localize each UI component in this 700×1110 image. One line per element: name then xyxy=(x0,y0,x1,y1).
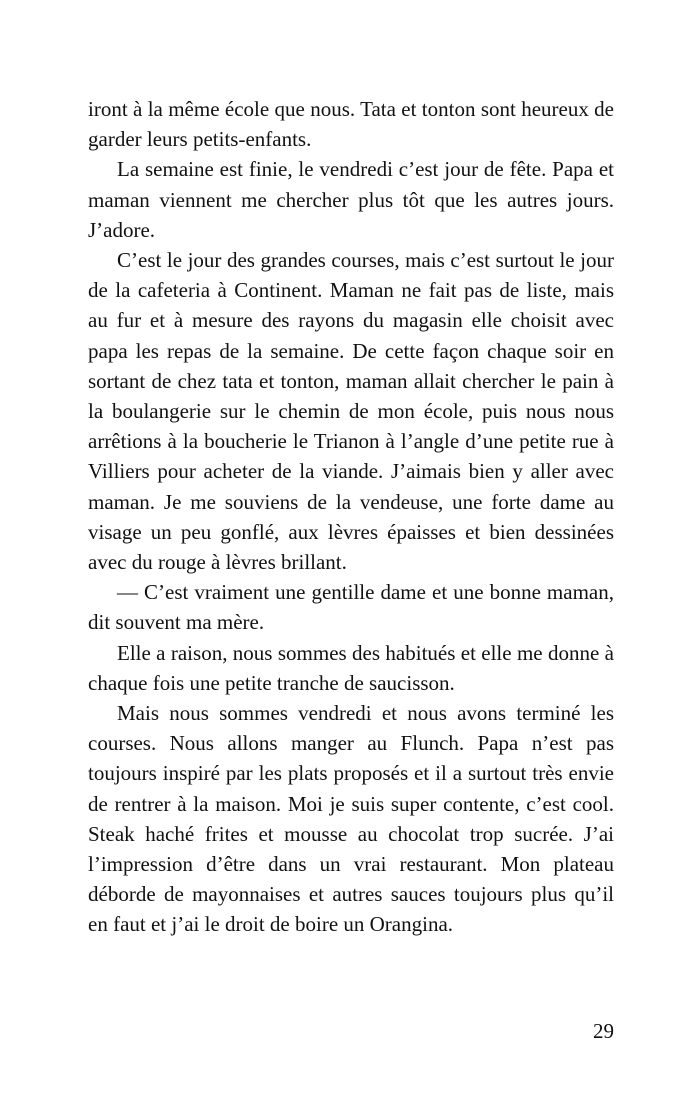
paragraph-flunch: Mais nous sommes vendredi et nous avons terminé les courses. Nous allons manger au Flunch. Papa n’est pas toujours inspiré par les plats proposés et il a surtout très envie de rentrer à la maison. Moi je suis super contente, c’est cool. Steak haché frites et mousse au chocolat trop sucrée. J’ai l’impression d’être dans un vrai restaurant. Mon plateau déborde de mayonnaises et autres sauces toujours plus qu’il en faut et j’ai le droit de boire un Orangina. xyxy=(88,701,614,937)
paragraph-dialogue: — C’est vraiment une gentille dame et une bonne maman, dit souvent ma mère. xyxy=(88,580,614,635)
paragraph-regulars: Elle a raison, nous sommes des habitués et elle me donne à chaque fois une petite tranche de saucisson. xyxy=(88,640,614,695)
paragraph-shopping: C’est le jour des grandes courses, mais c’est surtout le jour de la cafeteria à Continent. Maman ne fait pas de liste, mais au fur et à mesure des rayons du magasin elle choisit avec papa les repas de la semaine. De cette façon chaque soir en sortant de chez tata et tonton, maman allait chercher le pain à la boulangerie sur le chemin de mon école, puis nous nous arrêtions à la boucherie le Trianon à l’angle d’une petite rue à Villiers pour acheter de la viande. J’aimais bien y aller avec maman. Je me souviens de la vendeuse, une forte dame au visage un peu gonflé, aux lèvres épaisses et bien dessinées avec du rouge à lèvres brillant. xyxy=(88,248,614,575)
paragraph-friday: La semaine est finie, le vendredi c’est jour de fête. Papa et maman viennent me chercher plus tôt que les autres jours. J’adore. xyxy=(88,157,614,242)
page-number: 29 xyxy=(593,1019,614,1043)
paragraph-continuation: iront à la même école que nous. Tata et tonton sont heureux de garder leurs petits-enfants. xyxy=(88,97,614,152)
page-body xyxy=(88,94,614,940)
